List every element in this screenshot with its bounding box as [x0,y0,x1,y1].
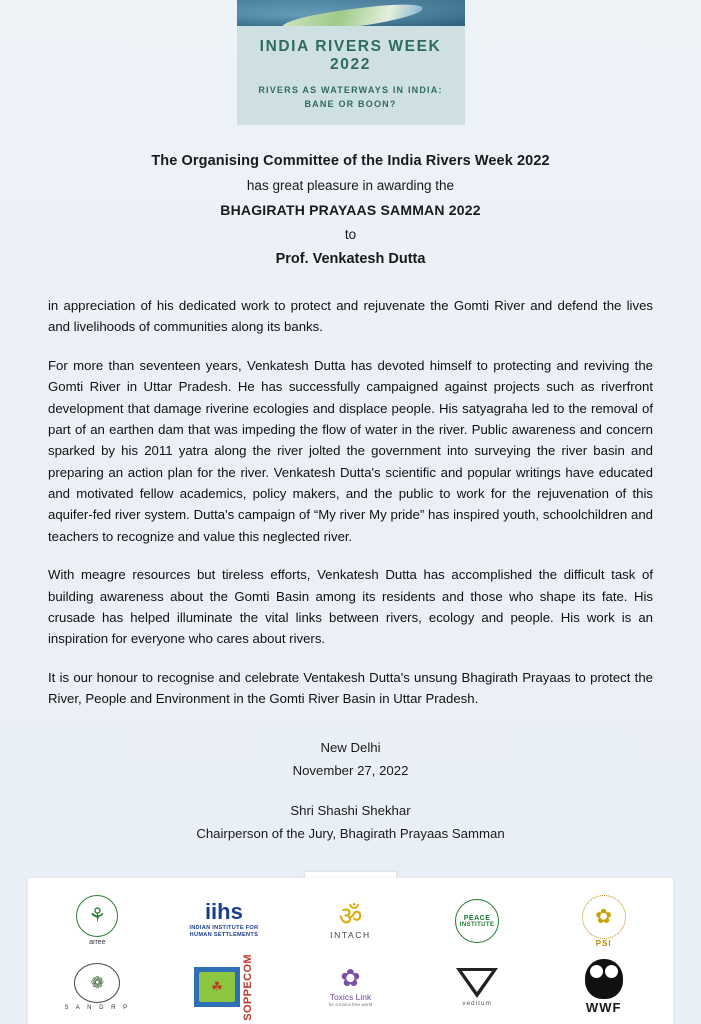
signature-date: November 27, 2022 [292,762,409,778]
soppecom-icon [194,967,240,1007]
award-heading-to: to [344,227,357,242]
banner-subtitle-line2: BANE OR BOON? [304,98,397,109]
wwf-label: WWF [585,1000,622,1015]
atree-icon [76,895,118,937]
partner-logo-toxics-link [295,956,405,1018]
iihs-subtitle-line2: HUMAN SETTLEMENTS [189,932,259,939]
banner-subtitle-line1: RIVERS AS WATERWAYS IN INDIA: [258,85,443,95]
peace-bottom-text: INSTITUTE [459,921,495,928]
header-banner [237,0,465,125]
partner-logo-wwf [549,956,659,1018]
partner-logo-peace-institute [422,890,532,952]
soppecom-inner-icon: ☘ [199,972,235,1002]
award-heading-line1: The Organising Committee of the India Rivers Week 2022 [151,153,550,169]
partner-logo-intach [295,890,405,952]
toxics-link-icon: ✿ [340,965,361,992]
signatory-designation: Chairperson of the Jury, Bhagirath Prayaas Samman [196,825,505,841]
iihs-subtitle [189,925,258,940]
leaf-icon: ⚘ [88,904,107,927]
panda-icon [585,959,623,999]
award-heading-line2: has great pleasure in awarding the [246,178,455,193]
psi-label: PSI [595,938,612,948]
soppecom-label: SOPPECOM [241,953,254,1021]
partner-logo-psi [549,890,659,952]
iihs-wordmark: iihs [204,899,243,925]
signature-place: New Delhi [320,740,381,756]
peace-institute-icon [455,899,499,943]
citation-paragraph-4: It is our honour to recognise and celebrate Ventakesh Dutta's unsung Bhagirath Prayaas to protect the River, People and Environment in the Gomti River Basin in Uttar Pradesh. [48,669,653,706]
sandrp-icon: ❁ [74,963,120,1003]
header-banner-container [0,0,701,125]
signature-spacer [0,782,701,800]
signature-block [0,737,701,845]
partner-logo-sandrp [42,956,152,1018]
partner-logo-atree [42,890,152,952]
awardee-name: Prof. Venkatesh Dutta [275,251,426,267]
sandrp-label: S A N D R P [64,1005,131,1011]
toxics-link-tagline: for a toxics free world [328,1002,373,1007]
partner-logo-row-2 [34,954,667,1020]
signatory-name: Shri Shashi Shekhar [290,803,411,819]
partner-logo-veditum [422,956,532,1018]
toxics-link-label: Toxics Link [329,992,372,1002]
citation-paragraph-1: in appreciation of his dedicated work to protect and rejuvenate the Gomti River and defend the lives and livelihoods of communities along its banks. [48,298,653,335]
award-heading [0,153,701,267]
banner-subtitle [245,84,457,111]
partner-logo-soppecom [169,953,279,1021]
soppecom-logo [194,954,254,1021]
intach-icon: ॐ [338,900,363,931]
psi-icon: ✿ [582,895,626,939]
banner-text-band [237,26,465,125]
partner-logos-strip [28,878,673,1024]
citation-paragraph-3: With meagre resources but tireless efforts, Venkatesh Dutta has accomplished the difficult task of building awareness about the Gomti Basin among its residents and those who shape its fate. His crusade has helped illuminate the vital links between rivers, ecology and people. His work is an inspiration for everyone who cares about rivers. [48,567,653,647]
partner-logo-row-1 [34,888,667,954]
peace-top-text: PEACE [463,914,491,922]
intach-label: INTACH [330,929,371,940]
banner-photo [237,0,465,26]
citation-paragraph-2: For more than seventeen years, Venkatesh Dutta has devoted himself to protecting and reviving the Gomti River in Uttar Pradesh. He has successfully campaigned against projects such as riverfront development that damage riverine ecologies and displace people. His satyagraha led to the removal of part of an earthen dam that was impeding the flow of water in the river. Public awareness and concern sparked by his 2011 yatra along the river jolted the government into surveying the river basin and preparing an action plan for the river. Venkatesh Dutta's scientific and popular writings have educated and motivated fellow academics, policy makers, and the public to work for the rejuvenation of this aquifer-fed river system. Dutta's campaign of “My river My pride” has inspired youth, schoolchildren and teachers to recognize and value this neglected river. [48,357,653,544]
award-name: BHAGIRATH PRAYAAS SAMMAN 2022 [220,202,481,218]
partner-logo-iihs [169,890,279,952]
banner-title: INDIA RIVERS WEEK 2022 [259,38,442,73]
iihs-subtitle-line1: INDIAN INSTITUTE FOR [189,924,259,931]
veditum-label: veditum [462,999,492,1007]
citation-body [48,295,653,709]
atree-label: arree [89,938,106,946]
veditum-icon [456,968,498,998]
